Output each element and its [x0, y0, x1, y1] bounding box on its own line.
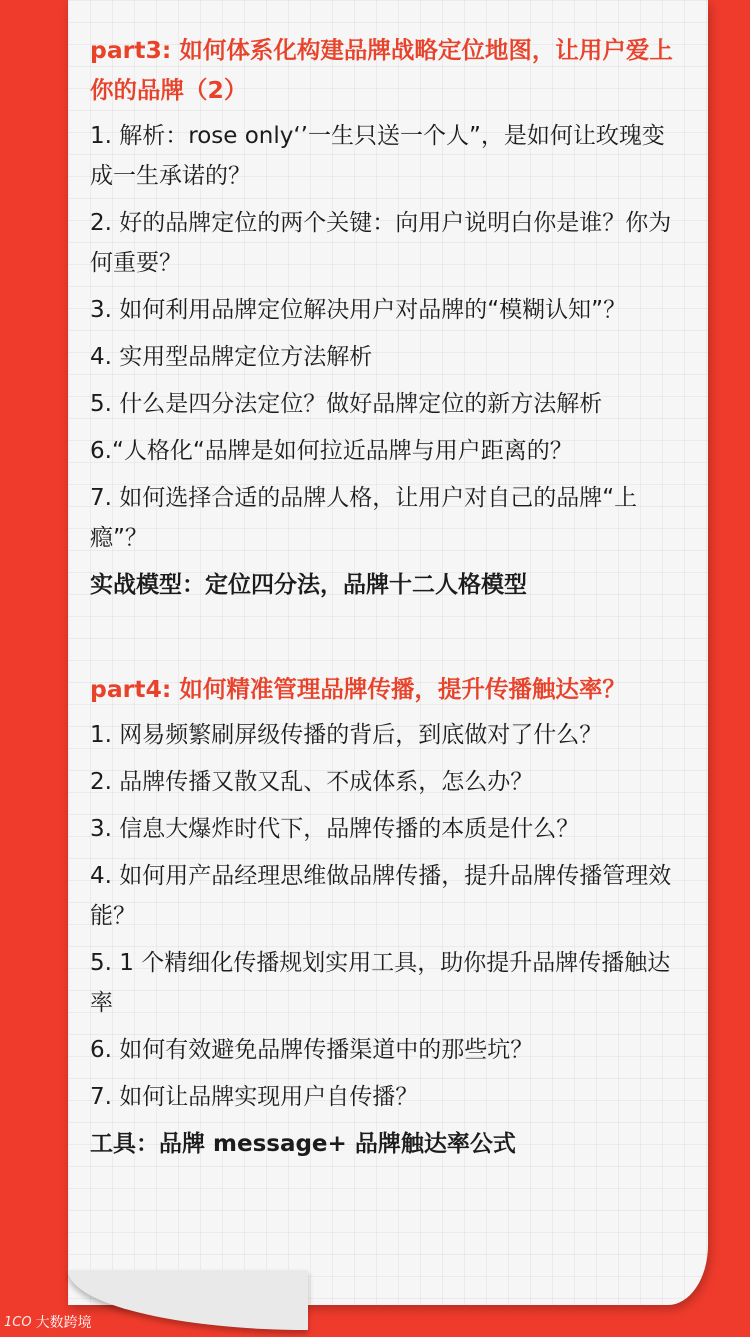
paper-curl	[68, 1270, 308, 1330]
section-part3	[90, 30, 680, 605]
list-item: 7. 如何选择合适的品牌人格，让用户对自己的品牌“上瘾”？	[90, 485, 638, 551]
list-item: 5. 什么是四分法定位？做好品牌定位的新方法解析	[90, 391, 603, 417]
section-summary-part3: 实战模型：定位四分法，品牌十二人格模型	[90, 572, 527, 598]
list-item: 1. 网易频繁刷屏级传播的背后，到底做对了什么？	[90, 722, 603, 748]
section-part4	[90, 669, 680, 1164]
content	[90, 30, 680, 1164]
list-item: 3. 信息大爆炸时代下，品牌传播的本质是什么？	[90, 816, 580, 842]
section-gap	[90, 605, 680, 669]
section-title-part3: part3: 如何体系化构建品牌战略定位地图，让用户爱上你的品牌（2）	[90, 36, 673, 104]
list-item: 1. 解析：rose only‘’一生只送一个人”，是如何让玫瑰变成一生承诺的？	[90, 123, 665, 189]
list-item: 4. 如何用产品经理思维做品牌传播，提升品牌传播管理效能？	[90, 863, 672, 929]
list-item: 4. 实用型品牌定位方法解析	[90, 344, 373, 370]
list-item: 2. 好的品牌定位的两个关键：向用户说明白你是谁？你为何重要？	[90, 210, 672, 276]
watermark-logo	[4, 1312, 92, 1332]
section-summary-part4: 工具：品牌 message+ 品牌触达率公式	[90, 1131, 516, 1157]
list-item: 2. 品牌传播又散又乱、不成体系，怎么办？	[90, 769, 534, 795]
list-item: 6.“人格化“品牌是如何拉近品牌与用户距离的？	[90, 438, 573, 464]
list-item: 5. 1 个精细化传播规划实用工具，助你提升品牌传播触达率	[90, 950, 671, 1016]
watermark-text: 大数跨境	[35, 1315, 92, 1331]
list-item: 6. 如何有效避免品牌传播渠道中的那些坑？	[90, 1037, 534, 1063]
logo-mark-icon: 1CO	[4, 1314, 32, 1330]
list-item: 3. 如何利用品牌定位解决用户对品牌的“模糊认知”？	[90, 297, 627, 323]
section-title-part4: part4: 如何精准管理品牌传播，提升传播触达率？	[90, 675, 626, 703]
list-item: 7. 如何让品牌实现用户自传播？	[90, 1084, 419, 1110]
